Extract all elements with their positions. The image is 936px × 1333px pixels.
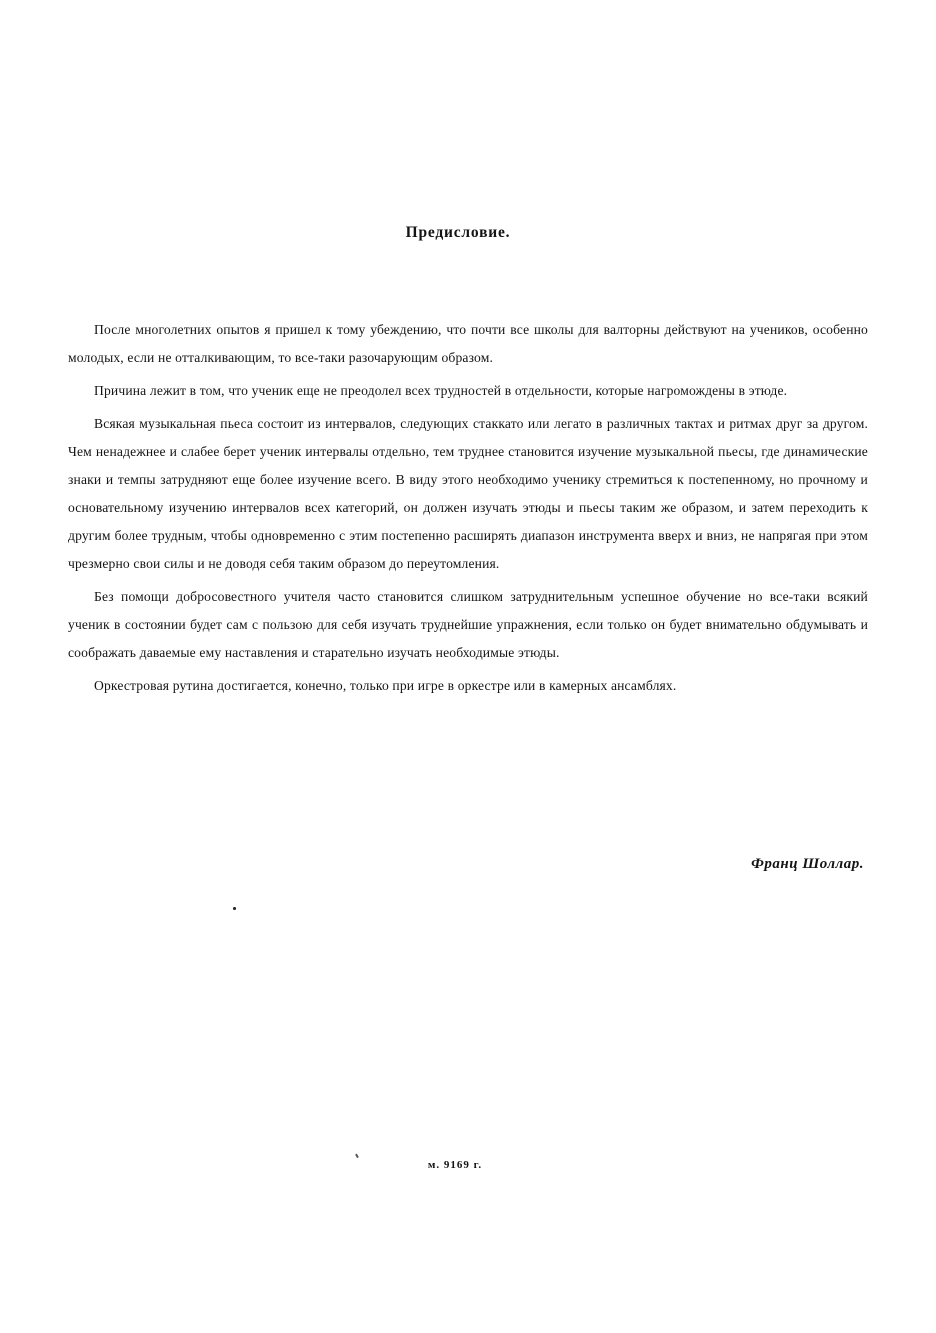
ink-mark (355, 1154, 358, 1158)
paragraph-4: Без помощи добросовестного учителя часто становится слишком затруднительным успешное обучение но все-таки всякий ученик в состоянии будет сам с пользою для себя изучать труднейшие упражнения, если только он будет внимательно обдумывать и соображать даваемые ему наставления и старательно изучать необходимые этюды. (68, 589, 868, 660)
paragraph-3: Всякая музыкальная пьеса состоит из интервалов, следующих стаккато или легато в различных тактах и ритмах друг за другом. Чем ненадежнее и слабее берет ученик интервалы отдельно, тем труднее становится изучение музыкальной пьесы, где динамические знаки и темпы затрудняют еще более изучение всего. В виду этого необходимо ученику стремиться к постепенному, но прочному и основательному изучению интервалов всех категорий, он должен изучать этюды и пьесы таким же образом, и затем переходить к другим более трудным, чтобы одновременно с этим постепенно расширять диапазон инструмента вверх и вниз, не напрягая при этом чрезмерно свои силы и не доводя себя таким образом до переутомления. (68, 416, 868, 571)
paragraph-1: После многолетних опытов я пришел к тому убеждению, что почти все школы для валторны действуют на учеников, особенно молодых, если не отталкивающим, то все-таки разочарующим образом. (68, 322, 868, 365)
plate-number: м. 9169 г. (427, 1159, 483, 1171)
author-signature: Франц Шоллар. (751, 856, 864, 872)
paragraph-2: Причина лежит в том, что ученик еще не преодолел всех трудностей в отдельности, которые нагромождены в этюде. (94, 383, 788, 398)
ink-speck (233, 907, 236, 910)
paragraph-5: Оркестровая рутина достигается, конечно, только при игре в оркестре или в камерных ансамблях. (94, 678, 677, 693)
page-title: Предисловие. (405, 224, 511, 241)
preface-body (68, 316, 868, 705)
